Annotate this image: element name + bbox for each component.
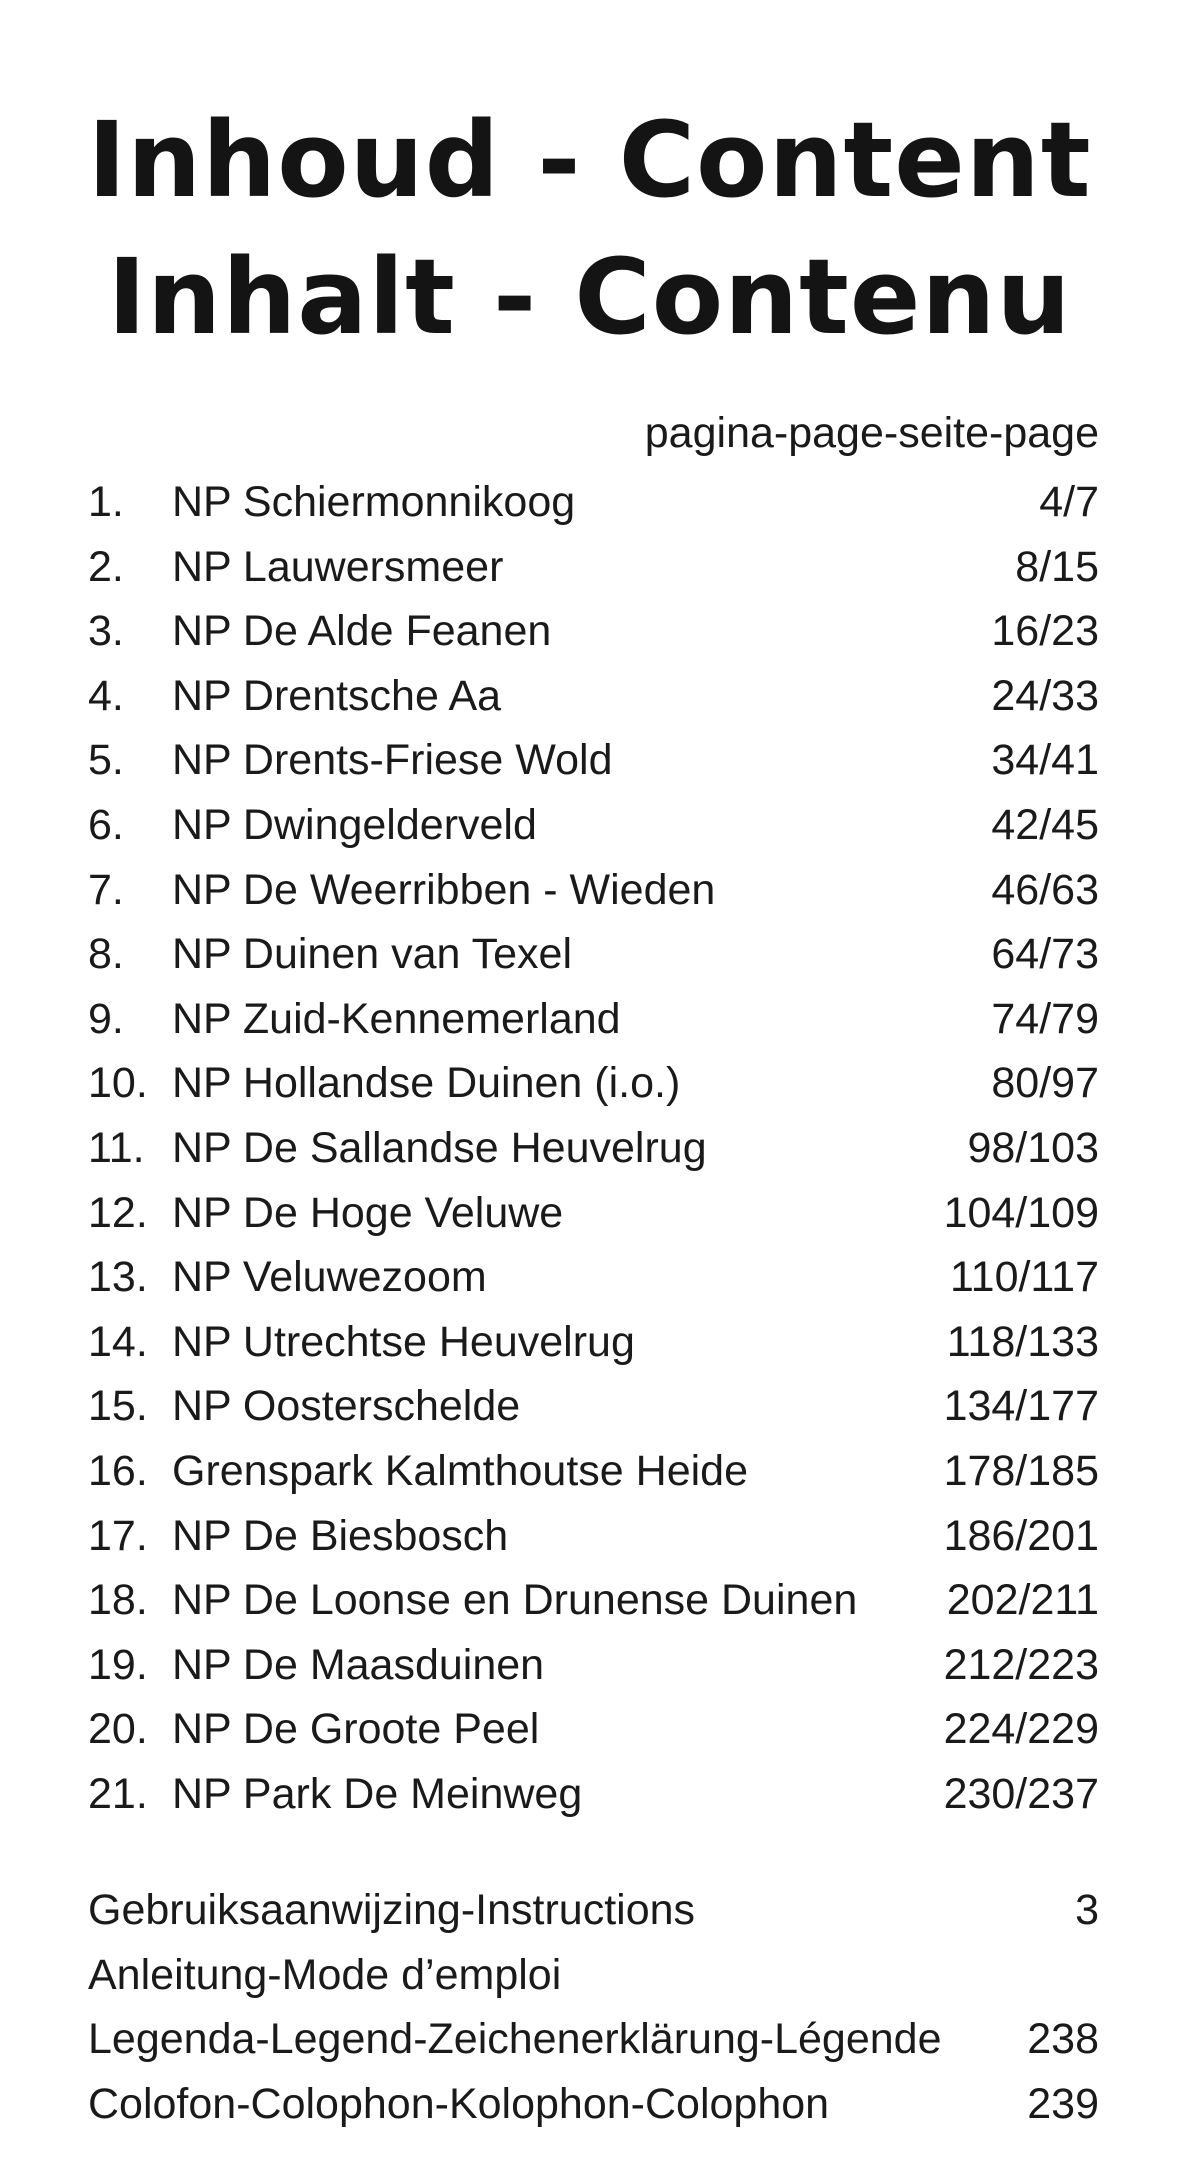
toc-entry-title: NP Zuid-Kennemerland xyxy=(172,994,621,1043)
appendix-entry-title: Gebruiksaanwijzing-Instructions xyxy=(88,1886,696,1934)
appendix-entry[interactable] xyxy=(88,1878,1099,1943)
toc-entry-title: NP De Weerribben - Wieden xyxy=(172,865,716,914)
toc-entry[interactable] xyxy=(88,922,1099,987)
toc-entry-number: 2. xyxy=(88,542,124,591)
toc-entry-pages: 134/177 xyxy=(943,1382,1099,1431)
toc-entry-title: NP De Loonse en Drunense Duinen xyxy=(172,1576,858,1625)
toc-entry-number: 15. xyxy=(88,1382,148,1431)
toc-entry-number: 5. xyxy=(88,736,124,785)
toc-entry-title: NP Veluwezoom xyxy=(172,1253,487,1302)
appendix-entry-page: 3 xyxy=(1075,1886,1099,1934)
toc-entry-title: NP Dwingelderveld xyxy=(172,800,537,849)
toc-entry-title: NP Duinen van Texel xyxy=(172,930,572,979)
toc-entry-number: 19. xyxy=(88,1640,148,1689)
toc-entry-pages: 80/97 xyxy=(991,1059,1099,1108)
toc-entry-number: 11. xyxy=(88,1123,145,1172)
toc-entry-pages: 64/73 xyxy=(991,930,1099,979)
page-title-line-1: Inhoud - Content xyxy=(87,99,1092,221)
toc-entry-number: 12. xyxy=(88,1188,148,1237)
toc-entry-title: NP De Hoge Veluwe xyxy=(172,1188,564,1237)
toc-entry[interactable] xyxy=(88,1245,1099,1310)
toc-entry-pages: 186/201 xyxy=(943,1511,1099,1560)
toc-entry-pages: 16/23 xyxy=(991,607,1099,656)
toc-entry-number: 20. xyxy=(88,1705,148,1754)
toc-entry-title: NP Oosterschelde xyxy=(172,1382,521,1431)
appendix-entry-page: 239 xyxy=(1027,2079,1099,2128)
toc-entry-title: NP Park De Meinweg xyxy=(172,1769,583,1818)
toc-entry-title: NP Hollandse Duinen (i.o.) xyxy=(172,1059,681,1108)
toc-entry-pages: 74/79 xyxy=(991,994,1099,1043)
toc-entry-title: NP De Biesbosch xyxy=(172,1511,509,1560)
toc-entry-pages: 118/133 xyxy=(946,1317,1099,1366)
toc-entry-number: 8. xyxy=(88,930,124,979)
toc-entry[interactable] xyxy=(88,1116,1099,1181)
toc-entry-number: 17. xyxy=(88,1511,148,1560)
toc-entry-number: 21. xyxy=(88,1769,148,1818)
toc-entry-pages: 4/7 xyxy=(1039,478,1099,526)
toc-entry[interactable] xyxy=(88,1504,1099,1569)
toc-entry-number: 13. xyxy=(88,1253,148,1302)
toc-entry-pages: 104/109 xyxy=(943,1188,1099,1237)
toc-entry-number: 14. xyxy=(88,1317,148,1366)
toc-entry-title: Grenspark Kalmthoutse Heide xyxy=(172,1446,749,1495)
toc-entry-number: 7. xyxy=(88,865,124,914)
toc-entry[interactable] xyxy=(88,1181,1099,1246)
toc-entry[interactable] xyxy=(88,1439,1099,1504)
toc-entry-pages: 110/117 xyxy=(949,1253,1099,1302)
appendix-entry[interactable] xyxy=(88,1943,1099,2008)
page-column-header: pagina-page-seite-page xyxy=(644,409,1099,457)
toc-entry[interactable] xyxy=(88,1051,1099,1116)
toc-entry-title: NP Lauwersmeer xyxy=(172,542,504,591)
toc-entry-number: 4. xyxy=(88,671,124,720)
toc-entry-title: NP De Maasduinen xyxy=(172,1640,545,1689)
toc-entry-pages: 202/211 xyxy=(946,1576,1099,1625)
toc-entry-title: NP Drents-Friese Wold xyxy=(172,736,613,785)
toc-entry-title: NP De Alde Feanen xyxy=(172,607,552,656)
toc-entry-number: 1. xyxy=(88,478,124,526)
toc-entry-number: 6. xyxy=(88,800,124,849)
toc-entry-pages: 178/185 xyxy=(943,1446,1099,1495)
toc-entry-number: 3. xyxy=(88,607,124,656)
toc-entry-title: NP Schiermonnikoog xyxy=(172,478,576,526)
appendix-entry-title: Anleitung-Mode d’emploi xyxy=(88,1950,562,1999)
toc-entry[interactable] xyxy=(88,1568,1099,1633)
toc-entry-number: 16. xyxy=(88,1446,148,1495)
toc-entry-pages: 230/237 xyxy=(943,1769,1099,1818)
toc-list xyxy=(88,470,1099,1826)
appendix-entry-title: Colofon-Colophon-Kolophon-Colophon xyxy=(88,2079,830,2128)
toc-entry-pages: 42/45 xyxy=(991,800,1099,849)
toc-entry[interactable] xyxy=(88,470,1099,535)
toc-entry-number: 18. xyxy=(88,1576,148,1625)
toc-entry[interactable] xyxy=(88,1762,1099,1827)
toc-entry[interactable] xyxy=(88,1374,1099,1439)
toc-entry-pages: 98/103 xyxy=(967,1123,1099,1172)
toc-entry-title: NP Drentsche Aa xyxy=(172,671,502,720)
toc-entry-pages: 46/63 xyxy=(991,865,1099,914)
toc-entry-pages: 34/41 xyxy=(991,736,1099,785)
toc-entry[interactable] xyxy=(88,858,1099,923)
toc-entry[interactable] xyxy=(88,1697,1099,1762)
toc-entry[interactable] xyxy=(88,1310,1099,1375)
appendix-entry[interactable] xyxy=(88,2072,1099,2137)
toc-entry-pages: 224/229 xyxy=(943,1705,1099,1754)
toc-entry[interactable] xyxy=(88,728,1099,793)
toc-entry-pages: 8/15 xyxy=(1015,542,1099,591)
toc-entry-pages: 212/223 xyxy=(943,1640,1099,1689)
appendix-entry-page: 238 xyxy=(1027,2015,1099,2064)
toc-entry-number: 10. xyxy=(88,1059,148,1108)
appendix-entry[interactable] xyxy=(88,2007,1099,2072)
toc-entry-title: NP De Groote Peel xyxy=(172,1705,540,1754)
toc-entry-title: NP Utrechtse Heuvelrug xyxy=(172,1317,635,1366)
appendix-entry-title: Legenda-Legend-Zeichenerklärung-Légende xyxy=(88,2015,942,2064)
appendix-list xyxy=(88,1878,1099,2136)
page-title-line-2: Inhalt - Contenu xyxy=(107,236,1072,358)
toc-entry[interactable] xyxy=(88,793,1099,858)
toc-entry-pages: 24/33 xyxy=(991,671,1099,720)
toc-entry[interactable] xyxy=(88,664,1099,729)
toc-entry[interactable] xyxy=(88,535,1099,600)
toc-entry[interactable] xyxy=(88,987,1099,1052)
toc-entry[interactable] xyxy=(88,1633,1099,1698)
toc-entry-title: NP De Sallandse Heuvelrug xyxy=(172,1123,707,1172)
toc-entry-number: 9. xyxy=(88,994,124,1043)
toc-entry[interactable] xyxy=(88,599,1099,664)
